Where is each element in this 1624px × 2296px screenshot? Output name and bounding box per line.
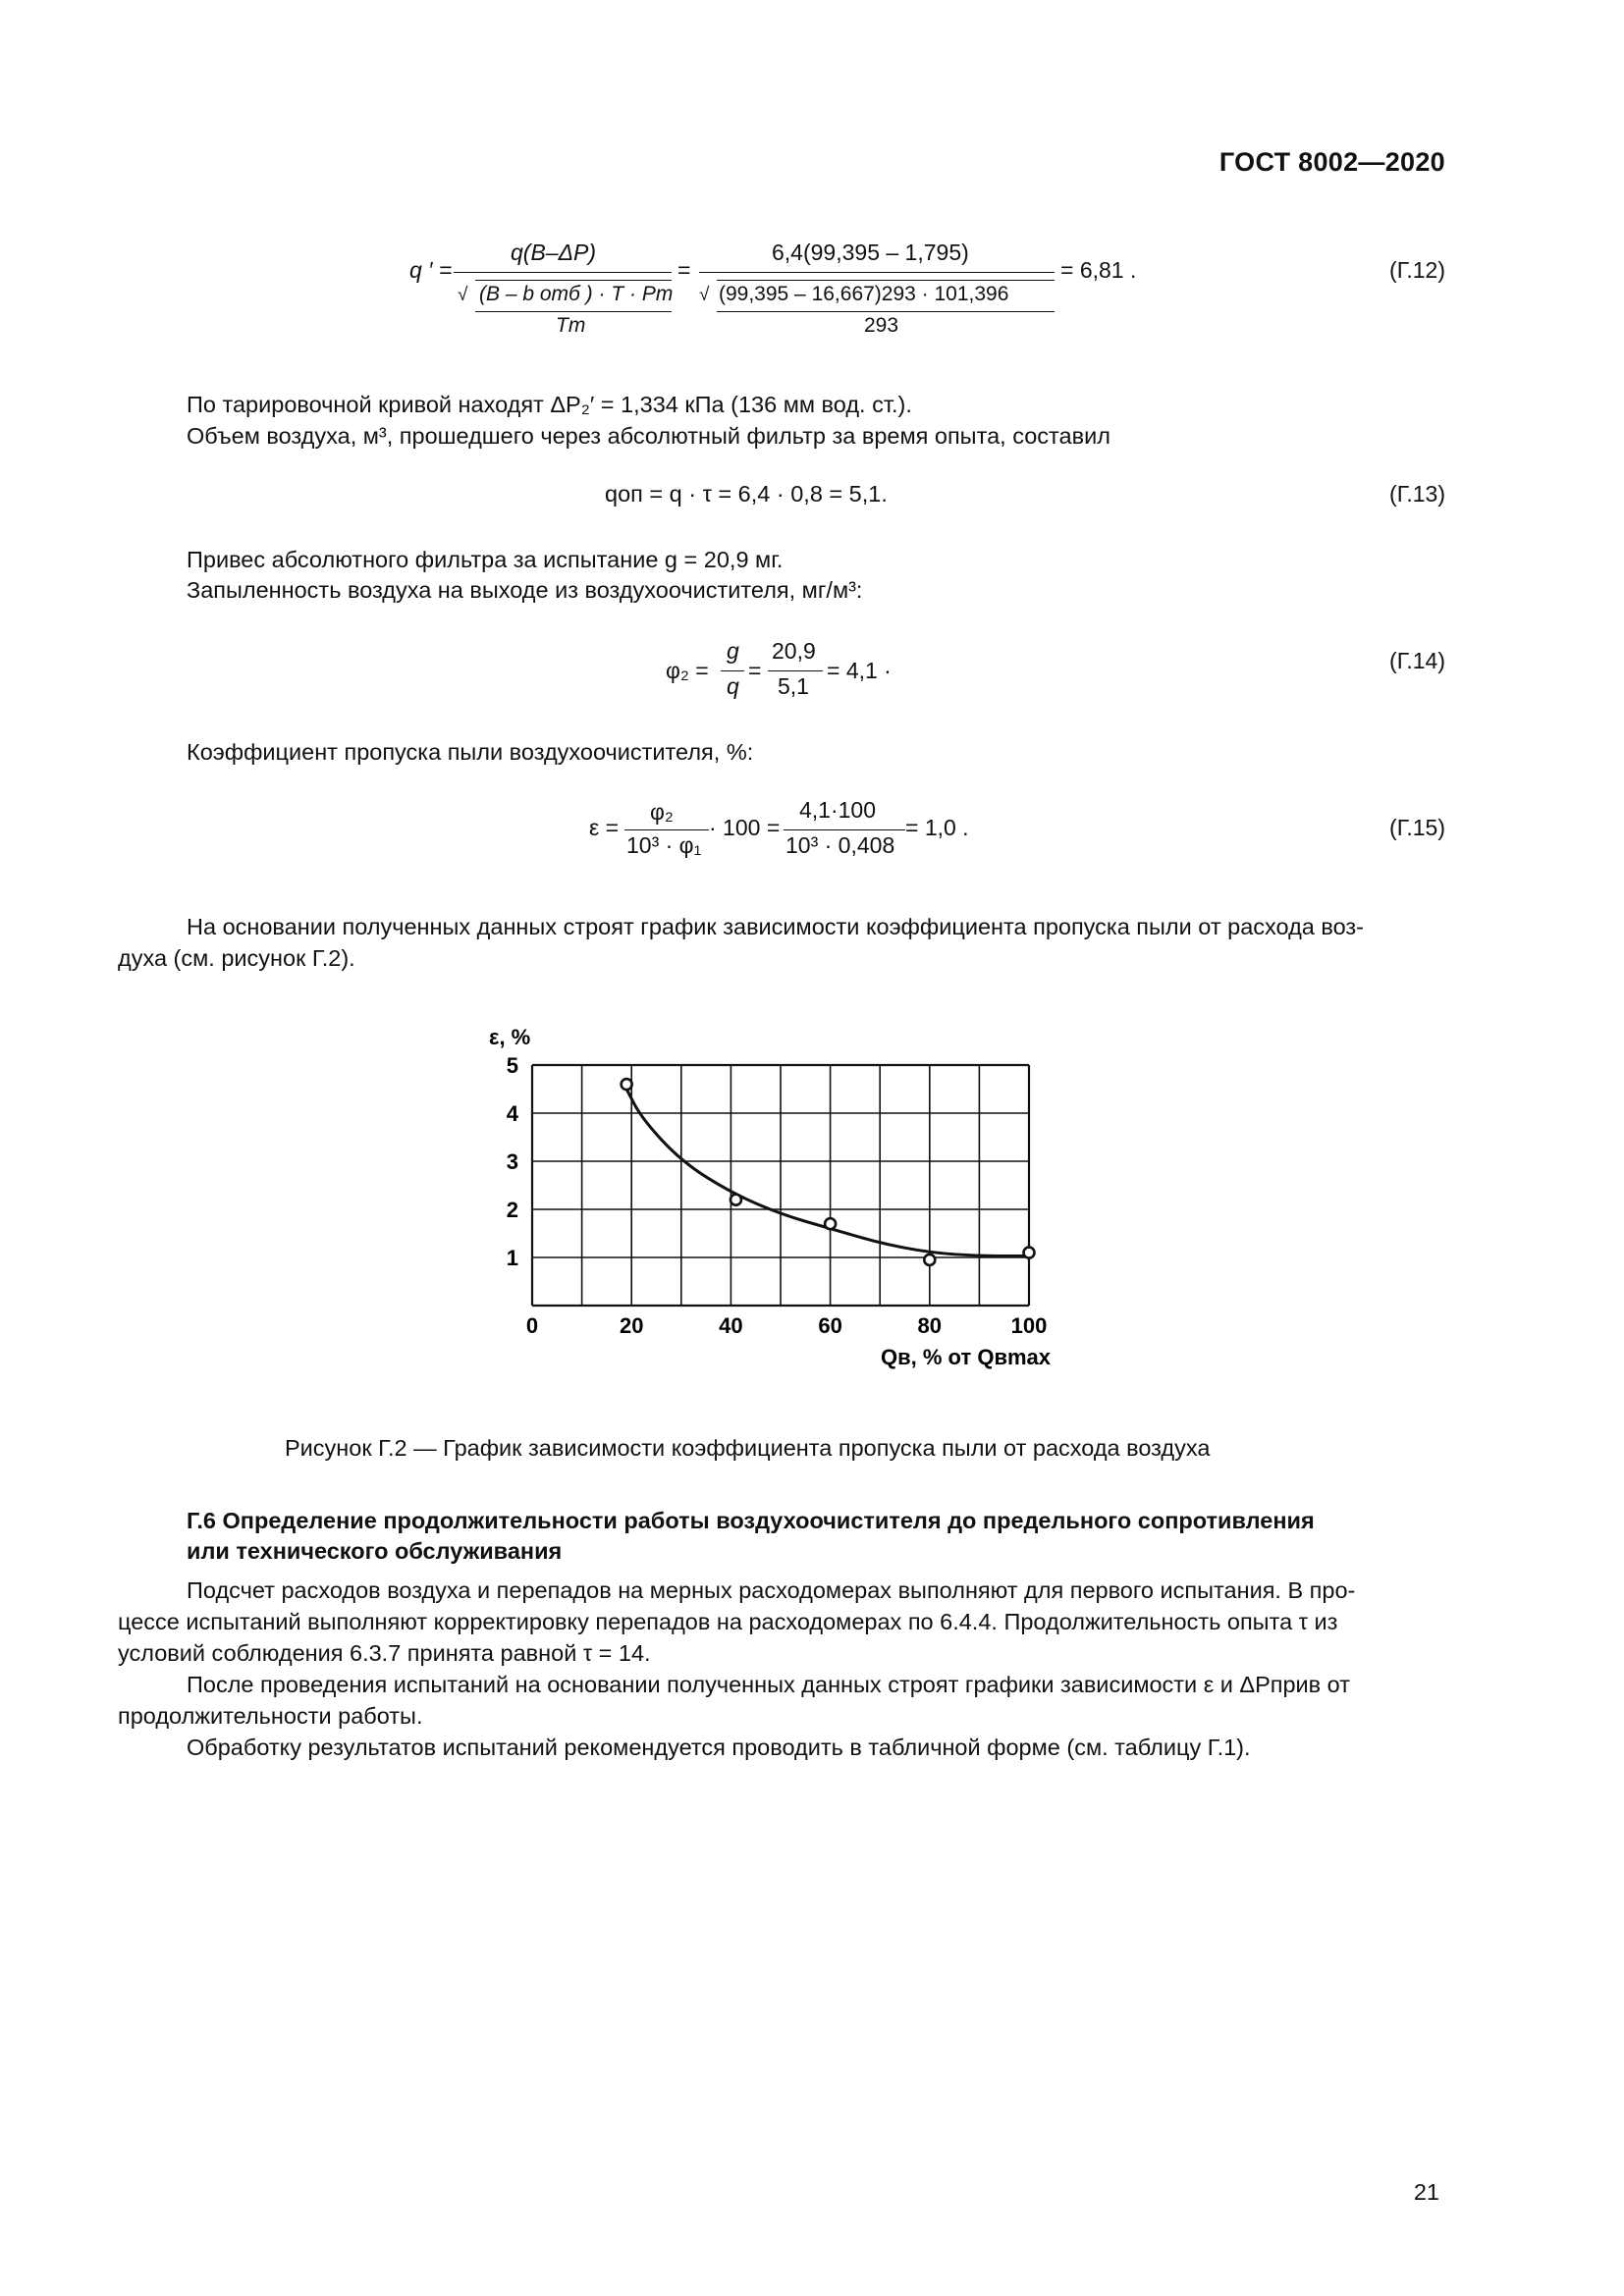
paragraph-line: На основании полученных данных строят график зависимости коэффициента пропуска пыли от расхода воз- (187, 914, 1365, 939)
eq14-number: (Г.14) (1389, 648, 1445, 673)
chart-points-layer (622, 1079, 1035, 1265)
eq12-equals: = (677, 257, 691, 283)
eq14-equals: = (748, 658, 762, 683)
eq12-sqrt2-sign: √ (699, 285, 710, 305)
paragraph-line: Подсчет расходов воздуха и перепадов на мерных расходомерах выполняют для первого испытания. В про- (187, 1577, 1356, 1603)
y-tick-label: 5 (506, 1053, 518, 1078)
eq15-result: = 1,0 . (905, 815, 969, 840)
eq14-result: = 4,1 · (827, 658, 892, 683)
paragraph-line: Привес абсолютного фильтра за испытание g = 20,9 мг. (187, 547, 784, 572)
data-point (924, 1255, 935, 1265)
chart-x-label: Qв, % от Qвmax (881, 1345, 1051, 1369)
eq14-num1: g (727, 638, 739, 664)
data-point (1024, 1248, 1035, 1258)
paragraph-line: После проведения испытаний на основании полученных данных строят графики зависимости ε и ΔPприв от (187, 1672, 1350, 1697)
paragraph-line: условий соблюдения 6.3.7 принята равной τ = 14. (118, 1640, 651, 1666)
trend-curve (626, 1090, 1029, 1256)
y-tick-label: 4 (506, 1101, 518, 1126)
eq13-number: (Г.13) (1389, 481, 1445, 507)
eq12-den2-top: (99,395 – 16,667)293 · 101,396 (719, 283, 1009, 305)
data-point (731, 1195, 741, 1205)
x-tick-label: 0 (525, 1313, 539, 1338)
figure-caption: Рисунок Г.2 — График зависимости коэффициента пропуска пыли от расхода воздуха (285, 1435, 1211, 1461)
paragraph-line: духа (см. рисунок Г.2). (118, 945, 355, 971)
eq14-den1: q (727, 673, 739, 699)
paragraph-line: Запыленность воздуха на выходе из воздухоочистителя, мг/м³: (187, 577, 863, 603)
page-number: 21 (1413, 2179, 1439, 2205)
eq14-num2: 20,9 (772, 638, 816, 664)
x-tick-label: 40 (719, 1313, 743, 1338)
eq14-lhs: φ₂ = (666, 658, 709, 683)
chart-grid (532, 1065, 1029, 1306)
section-title: Г.6 Определение продолжительности работы воздухоочистителя до предельного сопротивления (187, 1508, 1315, 1533)
eq12-lhs: q ′ = (409, 257, 453, 283)
x-tick-label: 100 (1010, 1313, 1048, 1338)
paragraph-line: По тарировочной кривой находят ΔP₂′ = 1,334 кПа (136 мм вод. ст.). (187, 392, 912, 417)
chart-y-label: ε, % (489, 1025, 531, 1049)
eq12-num2: 6,4(99,395 – 1,795) (772, 240, 969, 265)
figure-chart (471, 1011, 1080, 1384)
eq12-number: (Г.12) (1389, 257, 1445, 283)
y-tick-label: 3 (506, 1149, 518, 1174)
data-point (825, 1218, 836, 1229)
eq12-den1-bot: Tт (556, 314, 586, 337)
x-tick-label: 80 (917, 1313, 943, 1338)
paragraph-line: Коэффициент пропуска пыли воздухоочистителя, %: (187, 739, 754, 765)
section-title: или технического обслуживания (187, 1538, 563, 1564)
eq12-num1: q(B–ΔP) (511, 240, 597, 265)
paragraph-line: продолжительности работы. (118, 1703, 423, 1729)
chart-curve-layer (626, 1090, 1029, 1256)
y-tick-label: 1 (506, 1246, 518, 1270)
x-tick-label: 60 (818, 1313, 842, 1338)
eq12-den2-bot: 293 (864, 314, 899, 337)
eq15-den1: 10³ · φ₁ (626, 832, 702, 858)
eq15-lhs: ε = (589, 815, 620, 840)
chart-ticks-layer (507, 1053, 1048, 1338)
eq15-mul: · 100 = (709, 815, 781, 840)
eq12-result: = 6,81 . (1060, 257, 1137, 283)
y-tick-label: 2 (506, 1198, 518, 1222)
eq12-sqrt-sign: √ (458, 285, 468, 305)
equation-g13: qоп = q · τ = 6,4 · 0,8 = 5,1. (605, 481, 888, 507)
eq15-num1: φ₂ (650, 799, 674, 825)
paragraph-line: цессе испытаний выполняют корректировку перепадов на расходомерах по 6.4.4. Продолжительность опыта τ из (118, 1609, 1338, 1634)
paragraph-line: Объем воздуха, м³, прошедшего через абсолютный фильтр за время опыта, составил (187, 423, 1110, 449)
eq15-number: (Г.15) (1389, 815, 1445, 840)
x-tick-label: 20 (619, 1313, 644, 1338)
eq15-num2: 4,1·100 (799, 797, 877, 823)
eq14-den2: 5,1 (778, 673, 809, 699)
eq12-den1-top: (B – b отб ) · T · Pт (479, 283, 674, 305)
paragraph-line: Обработку результатов испытаний рекомендуется проводить в табличной форме (см. таблицу Г.1). (187, 1735, 1251, 1760)
document-code: ГОСТ 8002—2020 (1218, 147, 1445, 177)
data-point (622, 1079, 632, 1090)
eq15-den2: 10³ · 0,408 (785, 832, 895, 858)
